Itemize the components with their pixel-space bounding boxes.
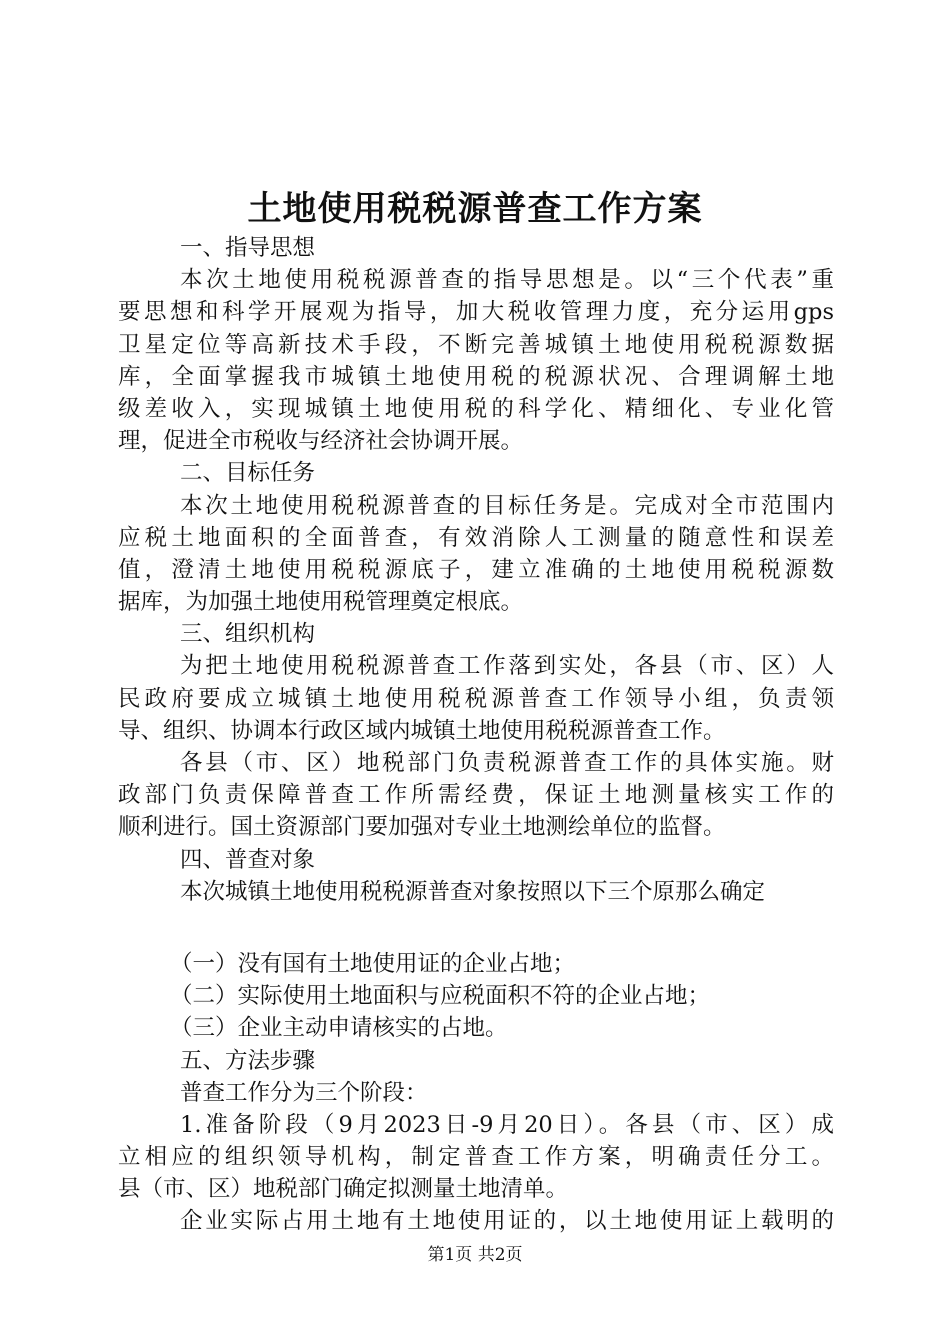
paragraph-line: 库，全面掌握我市城镇土地使用税的税源状况、合理调解土地 [118, 363, 834, 390]
paragraph-line: 本次城镇土地使用税税源普查对象按照以下三个原那么确定 [180, 878, 766, 905]
blank-spacer [118, 908, 834, 948]
paragraph-line: 各县（市、区）地税部门负责税源普查工作的具体实施。财 [180, 750, 834, 776]
paragraph-line: 1.准备阶段（9月2023日-9月20日）。各县（市、区）成 [180, 1111, 834, 1138]
section-heading-3: 三、组织机构 [180, 621, 316, 648]
paragraph-line: 顺利进行。国土资源部门要加强对专业土地测绘单位的监督。 [118, 814, 726, 841]
paragraph-line: 要思想和科学开展观为指导，加大税收管理力度，充分运用gps [118, 299, 834, 326]
paragraph-line: 应税土地面积的全面普查，有效消除人工测量的随意性和误差 [118, 524, 834, 551]
paragraph-line: 民政府要成立城镇土地使用税税源普查工作领导小组，负责领 [118, 685, 834, 712]
document-body [118, 232, 834, 1238]
paragraph-line: 级差收入，实现城镇土地使用税的科学化、精细化、专业化管 [118, 395, 834, 422]
paragraph-line: 理，促进全市税收与经济社会协调开展。 [118, 428, 524, 455]
document-title: 土地使用税税源普查工作方案 [247, 189, 703, 229]
paragraph-line: 据库，为加强土地使用税管理奠定根底。 [118, 589, 524, 616]
section-heading-5: 五、方法步骤 [180, 1047, 316, 1074]
paragraph-line: 本次土地使用税税源普查的指导思想是。以“三个代表”重 [180, 267, 834, 294]
paragraph-line: 县（市、区）地税部门确定拟测量土地清单。 [118, 1176, 569, 1203]
paragraph-line: 政部门负责保障普查工作所需经费，保证土地测量核实工作的 [118, 782, 834, 809]
paragraph-line: 普查工作分为三个阶段： [180, 1079, 428, 1106]
list-item: （一）没有国有土地使用证的企业占地； [170, 950, 576, 977]
paragraph-line: 导、组织、协调本行政区域内城镇土地使用税税源普查工作。 [118, 717, 726, 744]
paragraph-line: 本次土地使用税税源普查的目标任务是。完成对全市范围内 [180, 492, 834, 519]
paragraph-line: 企业实际占用土地有土地使用证的，以土地使用证上载明的 [180, 1208, 834, 1235]
paragraph-line: 立相应的组织领导机构，制定普查工作方案，明确责任分工。 [118, 1144, 834, 1171]
list-item: （二）实际使用土地面积与应税面积不符的企业占地； [170, 983, 711, 1010]
list-item: （三）企业主动申请核实的占地。 [170, 1015, 508, 1042]
page-footer: 第1页 共2页 [427, 1245, 523, 1265]
section-heading-2: 二、目标任务 [180, 460, 316, 487]
paragraph-line: 为把土地使用税税源普查工作落到实处，各县（市、区）人 [180, 653, 834, 680]
section-heading-4: 四、普查对象 [180, 846, 316, 873]
section-heading-1: 一、指导思想 [180, 235, 316, 261]
paragraph-line: 卫星定位等高新技术手段，不断完善城镇土地使用税税源数据 [118, 331, 834, 358]
paragraph-line: 值，澄清土地使用税税源底子，建立准确的土地使用税税源数 [118, 556, 834, 583]
